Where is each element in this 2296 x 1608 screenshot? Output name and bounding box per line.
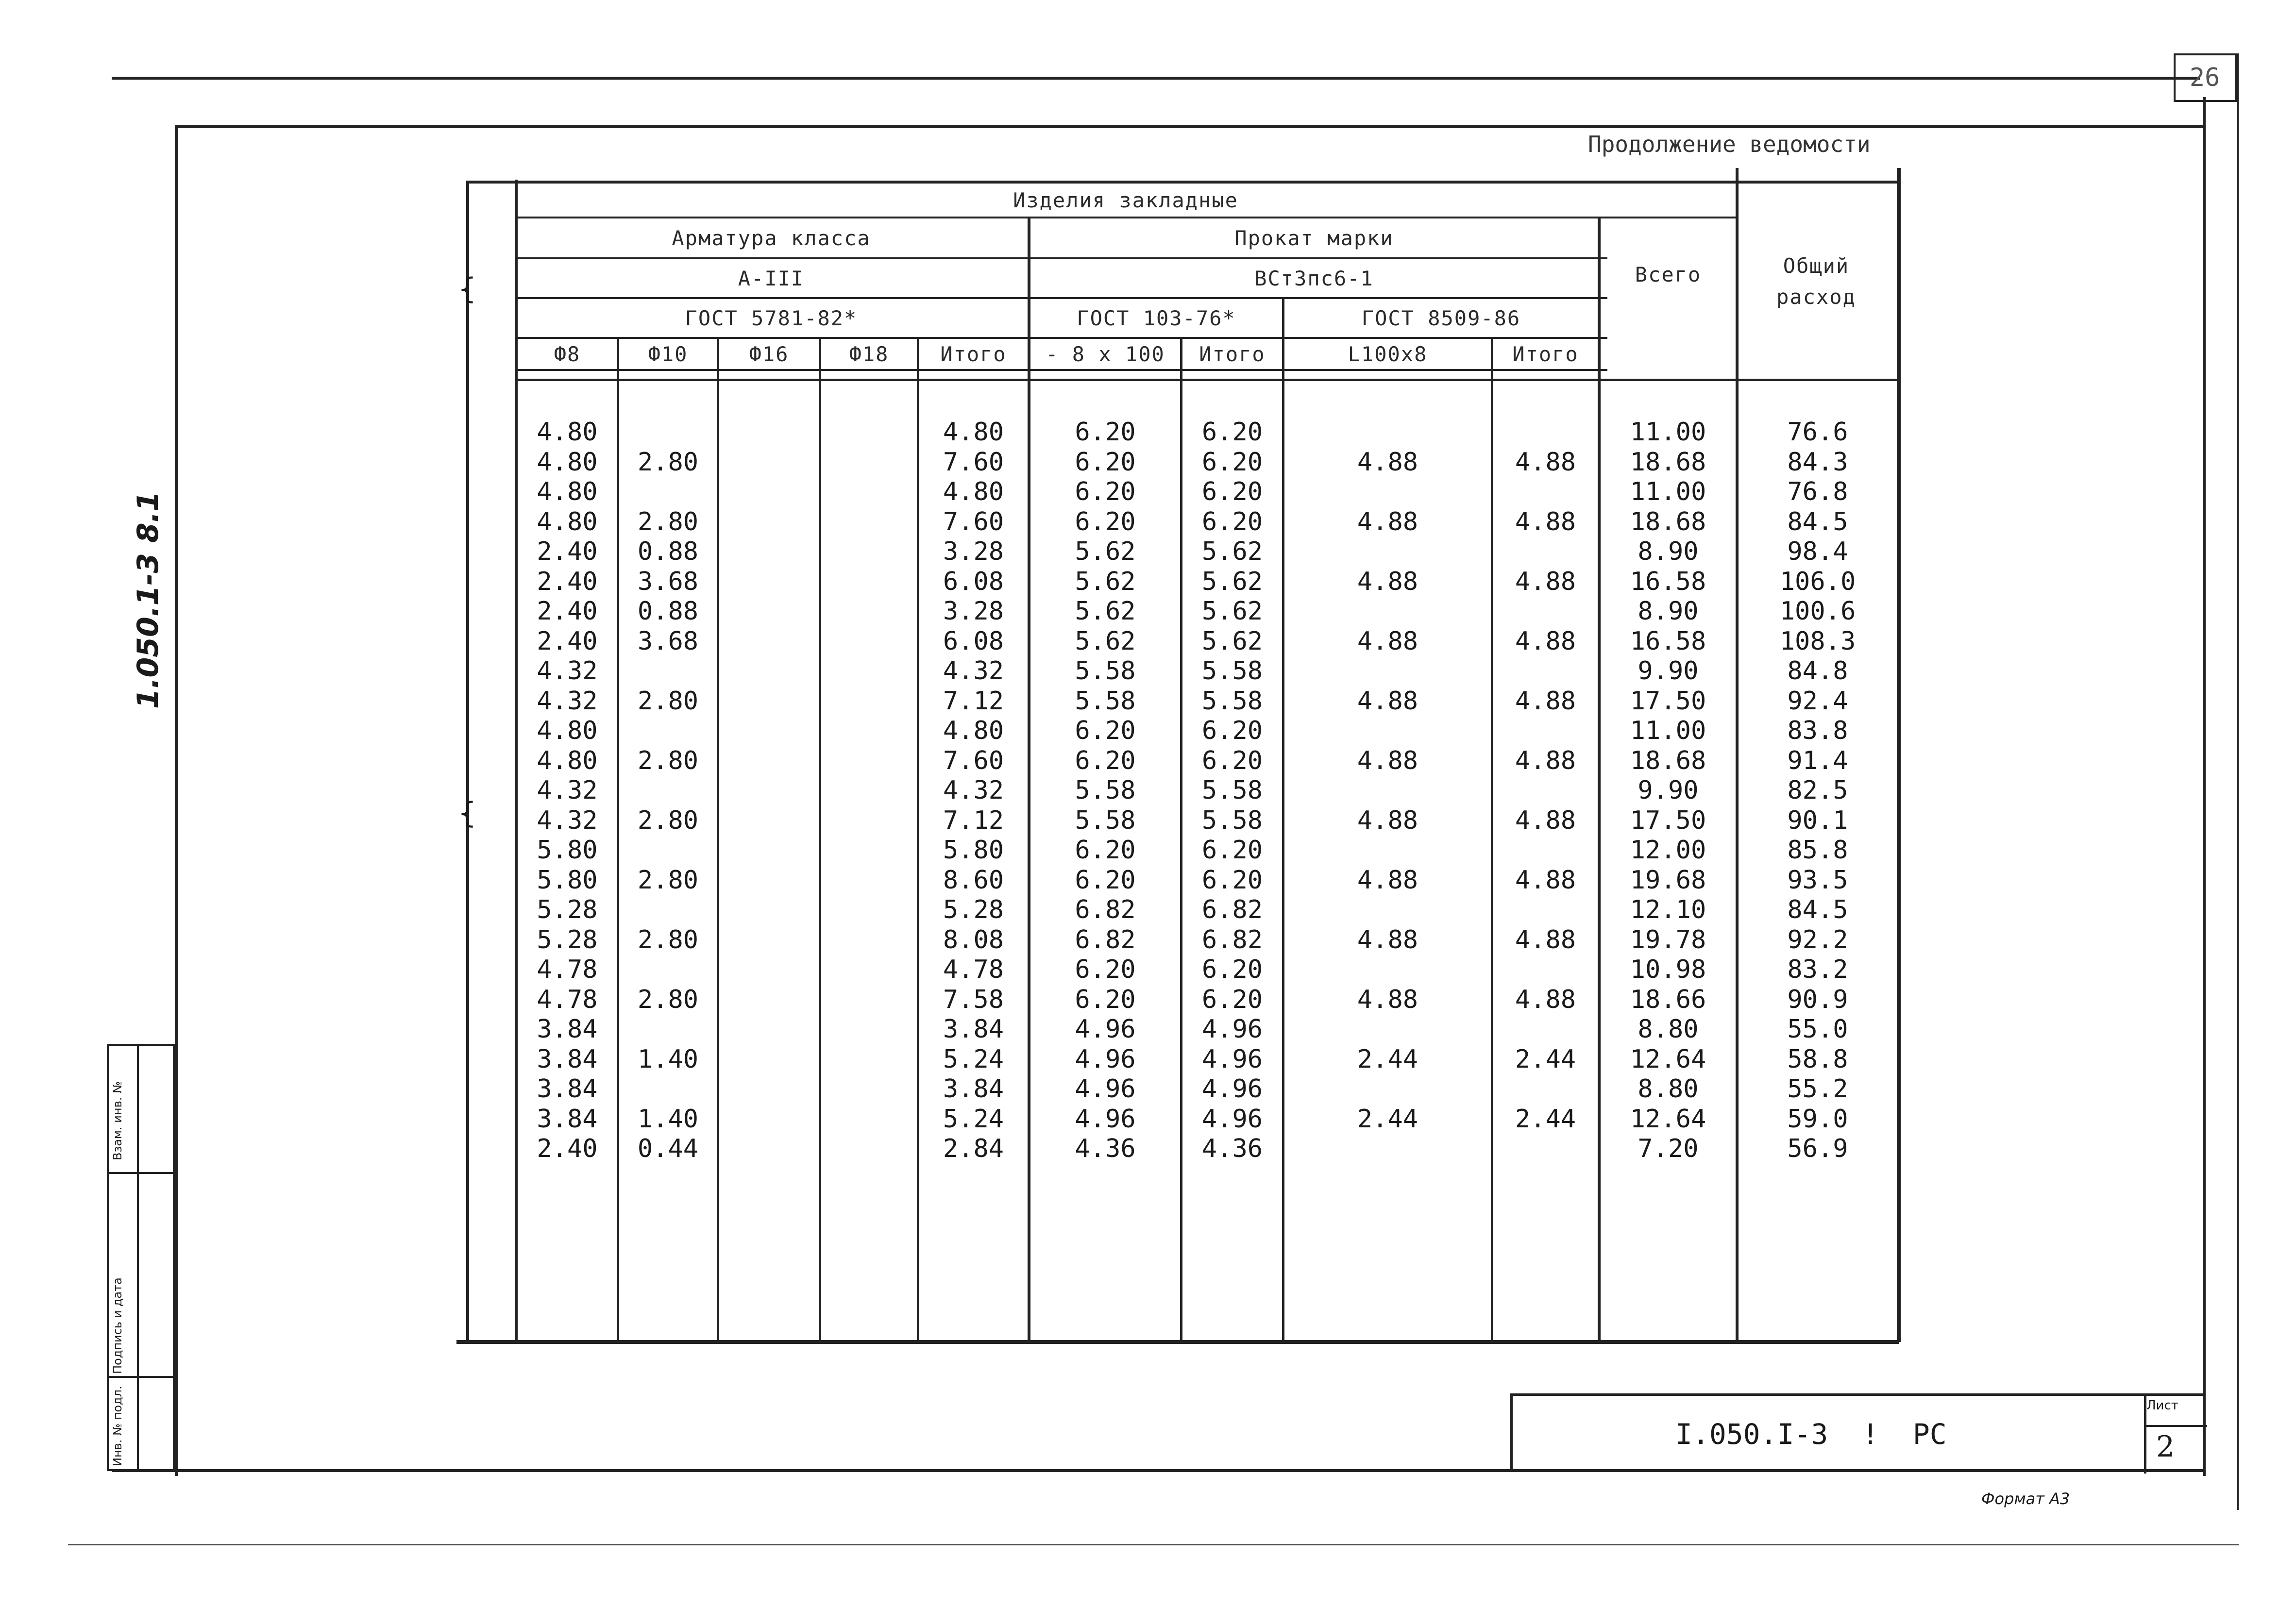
table-cell: 4.88 xyxy=(1515,567,1576,596)
table-cell: 2.80 xyxy=(637,925,699,955)
table-cell: 6.20 xyxy=(1075,865,1136,895)
header-gost-8509: ГОСТ 8509-86 xyxy=(1361,306,1521,330)
table-cell: 4.80 xyxy=(537,418,598,447)
table-cell: 18.68 xyxy=(1630,507,1706,536)
table-cell: 3.28 xyxy=(943,537,1004,566)
table-cell: 4.88 xyxy=(1357,686,1418,716)
table-cell: 8.08 xyxy=(943,925,1004,955)
table-cell: 12.64 xyxy=(1630,1104,1706,1134)
side-stamp-label-1: Инв. № подл. xyxy=(111,1386,124,1466)
column-header: L100х8 xyxy=(1348,342,1428,366)
table-cell: 0.88 xyxy=(637,597,699,626)
table-cell: 4.88 xyxy=(1357,865,1418,895)
table-cell: 12.00 xyxy=(1630,836,1706,865)
bracket-1: { xyxy=(458,272,476,306)
table-cell: 91.4 xyxy=(1787,746,1848,775)
table-cell: 93.5 xyxy=(1787,865,1848,895)
header-armatura-class: А-III xyxy=(738,266,805,290)
table-cell: 7.58 xyxy=(943,985,1004,1014)
table-cell: 2.84 xyxy=(943,1134,1004,1163)
table-cell: 5.28 xyxy=(537,895,598,924)
table-cell: 2.80 xyxy=(637,686,699,716)
table-cell: 92.2 xyxy=(1787,925,1848,955)
table-cell: 4.88 xyxy=(1357,985,1418,1014)
table-cell: 6.20 xyxy=(1201,955,1263,984)
table-cell: 6.20 xyxy=(1201,716,1263,745)
table-cell: 4.88 xyxy=(1515,626,1576,656)
table-cell: 106.0 xyxy=(1779,567,1856,596)
column-header: Итого xyxy=(940,342,1007,366)
table-cell: 8.90 xyxy=(1638,597,1699,626)
table-cell: 84.5 xyxy=(1787,507,1848,536)
column-header: Ф18 xyxy=(849,342,889,366)
table-cell: 3.84 xyxy=(537,1044,598,1074)
table-cell: 5.80 xyxy=(537,836,598,865)
table-cell: 98.4 xyxy=(1787,537,1848,566)
column-header: Итого xyxy=(1199,342,1266,366)
table-cell: 90.1 xyxy=(1787,805,1848,835)
table-cell: 82.5 xyxy=(1787,776,1848,805)
table-cell: 92.4 xyxy=(1787,686,1848,716)
table-cell: 12.10 xyxy=(1630,895,1706,924)
table-cell: 5.62 xyxy=(1075,567,1136,596)
table-cell: 4.80 xyxy=(537,507,598,536)
sheet-number: 2 xyxy=(2156,1430,2175,1464)
table-cell: 6.82 xyxy=(1075,925,1136,955)
table-cell: 4.32 xyxy=(537,686,598,716)
table-cell: 5.62 xyxy=(1075,626,1136,656)
table-cell: 84.5 xyxy=(1787,895,1848,924)
table-cell: 6.20 xyxy=(1201,418,1263,447)
table-cell: 4.36 xyxy=(1075,1134,1136,1163)
table-cell: 6.20 xyxy=(1075,477,1136,506)
table-cell: 5.58 xyxy=(1201,686,1263,716)
table-cell: 83.2 xyxy=(1787,955,1848,984)
table-cell: 5.24 xyxy=(943,1104,1004,1134)
table-cell: 4.88 xyxy=(1357,567,1418,596)
table-cell: 4.80 xyxy=(943,418,1004,447)
table-cell: 8.90 xyxy=(1638,537,1699,566)
header-armatura: Арматура класса xyxy=(672,226,871,250)
table-cell: 16.58 xyxy=(1630,626,1706,656)
appendix-title: Продолжение ведомости xyxy=(1588,131,1871,157)
table-cell: 6.20 xyxy=(1075,746,1136,775)
table-cell: 3.84 xyxy=(537,1074,598,1104)
table-cell: 4.88 xyxy=(1515,686,1576,716)
table-cell: 11.00 xyxy=(1630,716,1706,745)
table-cell: 4.88 xyxy=(1515,447,1576,477)
table-cell: 6.08 xyxy=(943,567,1004,596)
table-cell: 9.90 xyxy=(1638,656,1699,686)
table-cell: 2.80 xyxy=(637,805,699,835)
format-label: Формат А3 xyxy=(1981,1490,2070,1508)
table-cell: 4.78 xyxy=(537,985,598,1014)
table-cell: 7.60 xyxy=(943,746,1004,775)
table-cell: 90.9 xyxy=(1787,985,1848,1014)
table-cell: 1.40 xyxy=(637,1104,699,1134)
table-cell: 56.9 xyxy=(1787,1134,1848,1163)
table-cell: 2.40 xyxy=(537,626,598,656)
header-top: Изделия закладные xyxy=(1013,188,1238,212)
table-cell: 4.36 xyxy=(1201,1134,1263,1163)
table-cell: 4.80 xyxy=(537,746,598,775)
table-cell: 10.98 xyxy=(1630,955,1706,984)
table-cell: 7.20 xyxy=(1638,1134,1699,1163)
table-cell: 4.78 xyxy=(537,955,598,984)
table-cell: 8.60 xyxy=(943,865,1004,895)
table-cell: 1.40 xyxy=(637,1044,699,1074)
table-cell: 5.62 xyxy=(1201,597,1263,626)
table-cell: 4.96 xyxy=(1201,1015,1263,1044)
table-cell: 2.44 xyxy=(1357,1104,1418,1134)
table-cell: 3.68 xyxy=(637,626,699,656)
table-cell: 59.0 xyxy=(1787,1104,1848,1134)
table-cell: 2.44 xyxy=(1515,1104,1576,1134)
header-obshiy: Общий расход xyxy=(1776,254,1856,309)
table-cell: 9.90 xyxy=(1638,776,1699,805)
table-cell: 5.62 xyxy=(1075,537,1136,566)
left-document-code: 1.050.1-3 8.1 xyxy=(131,491,165,709)
table-cell: 4.88 xyxy=(1357,447,1418,477)
table-cell: 4.32 xyxy=(537,656,598,686)
table-cell: 4.96 xyxy=(1201,1044,1263,1074)
table-cell: 8.80 xyxy=(1638,1074,1699,1104)
side-stamp-label-3: Взам. инв. № xyxy=(111,1081,124,1160)
table-cell: 5.58 xyxy=(1201,805,1263,835)
table-cell: 76.8 xyxy=(1787,477,1848,506)
header-prokat-grade: ВСт3пс6-1 xyxy=(1254,266,1374,290)
table-cell: 4.88 xyxy=(1357,925,1418,955)
table-cell: 85.8 xyxy=(1787,836,1848,865)
table-cell: 4.96 xyxy=(1201,1104,1263,1134)
table-cell: 84.3 xyxy=(1787,447,1848,477)
table-cell: 4.88 xyxy=(1515,985,1576,1014)
table-cell: 5.28 xyxy=(943,895,1004,924)
table-cell: 5.58 xyxy=(1075,686,1136,716)
table-cell: 6.20 xyxy=(1201,477,1263,506)
table-cell: 5.28 xyxy=(537,925,598,955)
table-cell: 17.50 xyxy=(1630,805,1706,835)
table-cell: 6.82 xyxy=(1201,895,1263,924)
table-cell: 6.20 xyxy=(1201,985,1263,1014)
table-cell: 4.88 xyxy=(1515,746,1576,775)
table-cell: 4.88 xyxy=(1357,626,1418,656)
table-cell: 7.60 xyxy=(943,507,1004,536)
table-cell: 6.20 xyxy=(1075,447,1136,477)
table-cell: 5.58 xyxy=(1201,776,1263,805)
table-cell: 84.8 xyxy=(1787,656,1848,686)
table-cell: 4.96 xyxy=(1201,1074,1263,1104)
table-cell: 0.88 xyxy=(637,537,699,566)
table-cell: 18.66 xyxy=(1630,985,1706,1014)
column-header: Ф16 xyxy=(749,342,789,366)
table-cell: 4.88 xyxy=(1515,805,1576,835)
table-cell: 2.80 xyxy=(637,447,699,477)
table-cell: 17.50 xyxy=(1630,686,1706,716)
table-cell: 3.84 xyxy=(943,1015,1004,1044)
table-cell: 2.44 xyxy=(1357,1044,1418,1074)
table-cell: 55.0 xyxy=(1787,1015,1848,1044)
table-cell: 7.12 xyxy=(943,805,1004,835)
table-cell: 4.96 xyxy=(1075,1044,1136,1074)
header-armatura-gost: ГОСТ 5781-82* xyxy=(685,306,858,330)
table-cell: 6.82 xyxy=(1201,925,1263,955)
table-cell: 6.20 xyxy=(1075,507,1136,536)
table-cell: 7.12 xyxy=(943,686,1004,716)
header-gost-103: ГОСТ 103-76* xyxy=(1077,306,1236,330)
table-cell: 7.60 xyxy=(943,447,1004,477)
table-cell: 100.6 xyxy=(1779,597,1856,626)
table-cell: 3.84 xyxy=(537,1104,598,1134)
table-cell: 6.82 xyxy=(1075,895,1136,924)
table-cell: 2.80 xyxy=(637,865,699,895)
table-cell: 8.80 xyxy=(1638,1015,1699,1044)
table-cell: 2.40 xyxy=(537,537,598,566)
column-header: - 8 х 100 xyxy=(1046,342,1165,366)
table-cell: 2.80 xyxy=(637,985,699,1014)
page-number-top: 26 xyxy=(2189,63,2220,92)
sheet-label: Лист xyxy=(2146,1398,2178,1413)
table-cell: 4.80 xyxy=(943,477,1004,506)
header-prokat: Прокат марки xyxy=(1234,226,1394,250)
table-cell: 4.88 xyxy=(1357,805,1418,835)
table-cell: 4.96 xyxy=(1075,1104,1136,1134)
table-cell: 5.58 xyxy=(1075,776,1136,805)
table-cell: 19.78 xyxy=(1630,925,1706,955)
table-cell: 5.80 xyxy=(943,836,1004,865)
table-cell: 5.58 xyxy=(1201,656,1263,686)
table-cell: 5.62 xyxy=(1201,626,1263,656)
table-cell: 5.62 xyxy=(1075,597,1136,626)
table-cell: 2.40 xyxy=(537,597,598,626)
table-cell: 83.8 xyxy=(1787,716,1848,745)
table-cell: 5.58 xyxy=(1075,805,1136,835)
table-cell: 0.44 xyxy=(637,1134,699,1163)
table-cell: 4.88 xyxy=(1515,865,1576,895)
column-header: Ф8 xyxy=(554,342,581,366)
table-cell: 12.64 xyxy=(1630,1044,1706,1074)
table-cell: 18.68 xyxy=(1630,447,1706,477)
table-cell: 6.20 xyxy=(1075,985,1136,1014)
table-cell: 5.62 xyxy=(1201,567,1263,596)
table-cell: 5.62 xyxy=(1201,537,1263,566)
table-cell: 6.20 xyxy=(1075,836,1136,865)
column-header: Итого xyxy=(1512,342,1579,366)
table-cell: 2.80 xyxy=(637,507,699,536)
table-cell: 4.96 xyxy=(1075,1015,1136,1044)
table-cell: 4.80 xyxy=(537,447,598,477)
table-cell: 6.20 xyxy=(1075,418,1136,447)
table-cell: 4.88 xyxy=(1357,507,1418,536)
table-cell: 11.00 xyxy=(1630,477,1706,506)
table-cell: 19.68 xyxy=(1630,865,1706,895)
table-cell: 16.58 xyxy=(1630,567,1706,596)
table-cell: 18.68 xyxy=(1630,746,1706,775)
stamp-code: I.050.I-3 ! PC xyxy=(1675,1418,1947,1451)
table-cell: 4.88 xyxy=(1515,507,1576,536)
table-cell: 11.00 xyxy=(1630,418,1706,447)
table-cell: 2.40 xyxy=(537,567,598,596)
table-cell: 6.08 xyxy=(943,626,1004,656)
table-cell: 4.80 xyxy=(943,716,1004,745)
column-header: Ф10 xyxy=(648,342,688,366)
table-cell: 4.78 xyxy=(943,955,1004,984)
table-cell: 5.24 xyxy=(943,1044,1004,1074)
table-cell: 4.80 xyxy=(537,477,598,506)
table-cell: 4.88 xyxy=(1357,746,1418,775)
table-cell: 4.88 xyxy=(1515,925,1576,955)
table-cell: 58.8 xyxy=(1787,1044,1848,1074)
table-cell: 4.32 xyxy=(537,805,598,835)
table-cell: 4.32 xyxy=(537,776,598,805)
table-cell: 2.80 xyxy=(637,746,699,775)
table-cell: 6.20 xyxy=(1075,955,1136,984)
table-cell: 108.3 xyxy=(1779,626,1856,656)
table-cell: 76.6 xyxy=(1787,418,1848,447)
table-cell: 3.28 xyxy=(943,597,1004,626)
table-cell: 3.84 xyxy=(537,1015,598,1044)
header-vsego: Всего xyxy=(1635,262,1702,286)
table-cell: 55.2 xyxy=(1787,1074,1848,1104)
table-cell: 4.96 xyxy=(1075,1074,1136,1104)
table-cell: 4.32 xyxy=(943,776,1004,805)
table-cell: 2.44 xyxy=(1515,1044,1576,1074)
table-cell: 6.20 xyxy=(1201,746,1263,775)
table-cell: 3.68 xyxy=(637,567,699,596)
bracket-2: { xyxy=(458,796,476,830)
side-stamp-label-2: Подпись и дата xyxy=(111,1277,124,1374)
table-cell: 3.84 xyxy=(943,1074,1004,1104)
table-cell: 6.20 xyxy=(1075,716,1136,745)
table-cell: 6.20 xyxy=(1201,836,1263,865)
table-cell: 6.20 xyxy=(1201,447,1263,477)
table-cell: 5.58 xyxy=(1075,656,1136,686)
table-cell: 6.20 xyxy=(1201,865,1263,895)
table-cell: 4.80 xyxy=(537,716,598,745)
table-cell: 2.40 xyxy=(537,1134,598,1163)
table-cell: 6.20 xyxy=(1201,507,1263,536)
table-cell: 4.32 xyxy=(943,656,1004,686)
table-cell: 5.80 xyxy=(537,865,598,895)
